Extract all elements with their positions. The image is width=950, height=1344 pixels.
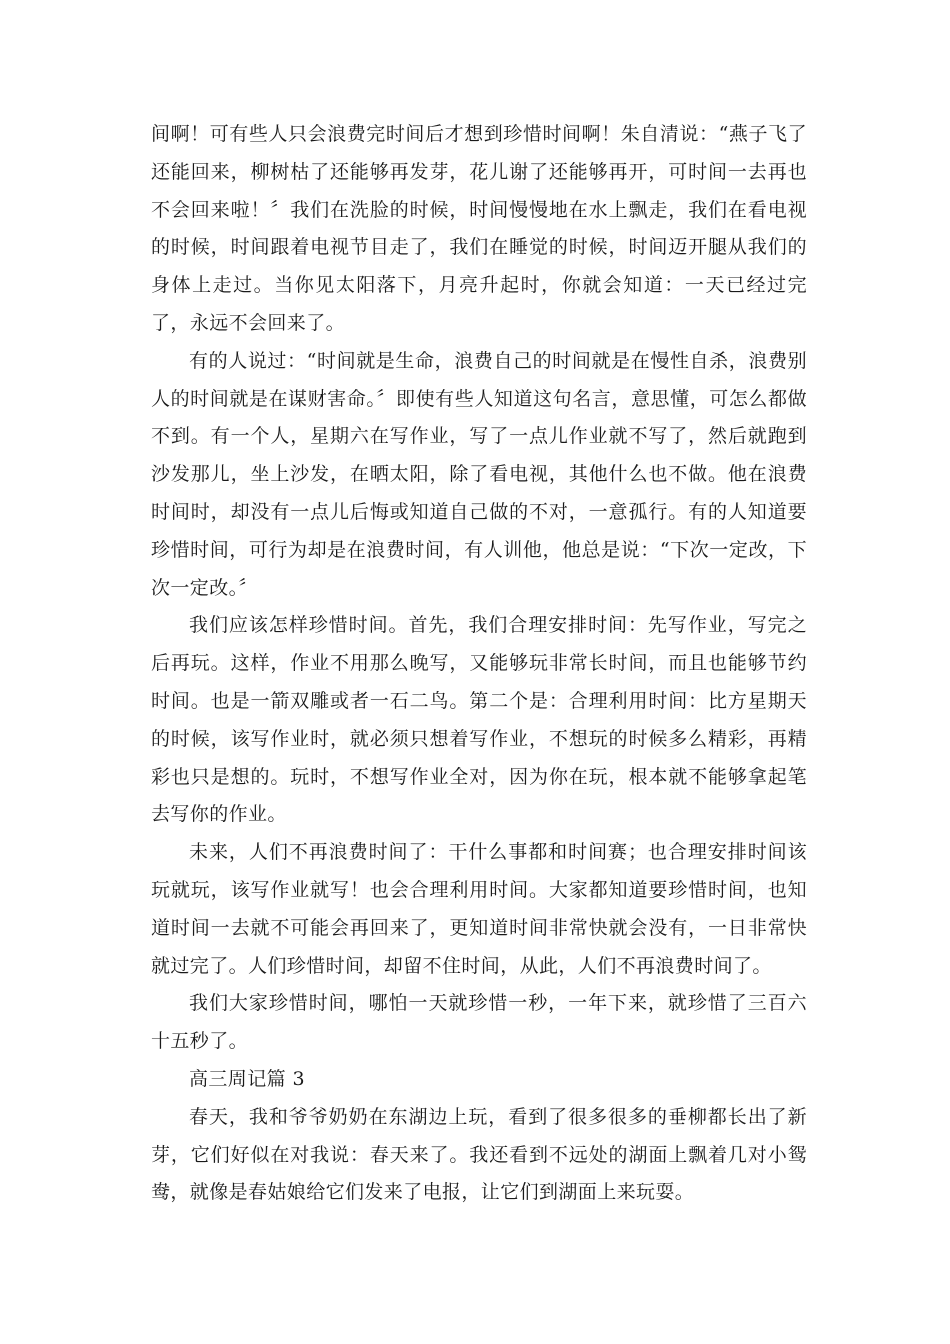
paragraph-continuation: 间啊！可有些人只会浪费完时间后才想到珍惜时间啊！朱自清说：“燕子飞了还能回来，柳树枯了还能够再发芽，花儿谢了还能够再开，可时间一去再也不会回来啦！〞我们在洗脸的时候，时间慢慢地在水上飘走，我们在看电视的时候，时间跟着电视节目走了，我们在睡觉的时候，时间迈开腿从我们的身体上走过。当你见太阳落下，月亮升起时，你就会知道：一天已经过完了，永远不会回来了。	[151, 123, 807, 334]
document-body	[151, 116, 807, 1212]
paragraph-quote-time-is-life: 有的人说过：“时间就是生命，浪费自己的时间就是在慢性自杀，浪费别人的时间就是在谋财害命。〞即使有些人知道这句名言，意思懂，可怎么都做不到。有一个人，星期六在写作业，写了一点儿作业就不写了，然后就跑到沙发那儿，坐上沙发，在晒太阳，除了看电视，其他什么也不做。他在浪费时间时，却没有一点儿后悔或知道自己做的不对，一意孤行。有的人知道要珍惜时间，可行为却是在浪费时间，有人训他，他总是说：“下次一定改，下次一定改。〞	[151, 349, 807, 599]
paragraph-conclusion: 我们大家珍惜时间，哪怕一天就珍惜一秒，一年下来，就珍惜了三百六十五秒了。	[151, 992, 807, 1053]
paragraph-future: 未来，人们不再浪费时间了：干什么事都和时间赛；也合理安排时间该玩就玩，该写作业就写！也会合理利用时间。大家都知道要珍惜时间，也知道时间一去就不可能会再回来了，更知道时间非常快就会没有，一日非常快就过完了。人们珍惜时间，却留不住时间，从此，人们不再浪费时间了。	[151, 841, 807, 977]
paragraph-how-to-cherish-time: 我们应该怎样珍惜时间。首先，我们合理安排时间：先写作业，写完之后再玩。这样，作业不用那么晚写，又能够玩非常长时间，而且也能够节约时间。也是一箭双雕或者一石二鸟。第二个是：合理利用时间：比方星期天的时候，该写作业时，就必须只想着写作业，不想玩的时候多么精彩，再精彩也只是想的。玩时，不想写作业全对，因为你在玩，根本就不能够拿起笔去写你的作业。	[151, 614, 807, 826]
paragraph-spring: 春天，我和爷爷奶奶在东湖边上玩，看到了很多很多的垂柳都长出了新芽，它们好似在对我说：春天来了。我还看到不远处的湖面上飘着几对小鸳鸯，就像是春姑娘给它们发来了电报，让它们到湖面上来玩耍。	[151, 1105, 807, 1204]
section-heading: 高三周记篇 3	[189, 1067, 305, 1090]
